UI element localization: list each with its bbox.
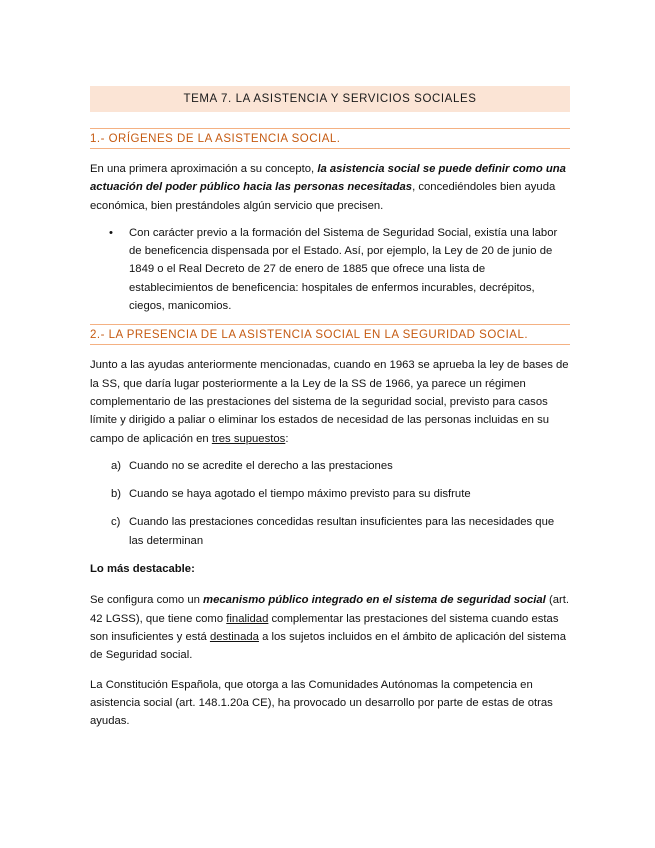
intro-text-start: En una primera aproximación a su concepto, bbox=[90, 163, 318, 175]
list-item bbox=[90, 224, 570, 315]
paragraph-text-end: : bbox=[285, 432, 289, 445]
intro-definition: la asistencia social se puede definir como una actuación del poder público hacia las personas necesitadas bbox=[90, 163, 566, 194]
paragraph-text: complementar las prestaciones del sistema cuando estas son insuficientes y está bbox=[90, 612, 559, 643]
section-1-heading: 1.- ORÍGENES DE LA ASISTENCIA SOCIAL. bbox=[90, 128, 570, 149]
section-1-intro bbox=[90, 160, 570, 215]
list-item-text: Cuando las prestaciones concedidas resultan insuficientes para las necesidades que las determinan bbox=[129, 516, 555, 547]
section-2-heading: 2.- LA PRESENCIA DE LA ASISTENCIA SOCIAL EN LA SEGURIDAD SOCIAL. bbox=[90, 324, 570, 345]
list-item bbox=[90, 485, 570, 503]
underlined-term: finalidad bbox=[226, 612, 269, 625]
section-1-bullet-list bbox=[90, 224, 570, 315]
list-marker: a) bbox=[111, 459, 122, 472]
list-item bbox=[90, 457, 570, 475]
list-item-text: Cuando no se acredite el derecho a las prestaciones bbox=[129, 459, 393, 472]
document-page bbox=[90, 86, 570, 730]
section-2-lettered-list bbox=[90, 457, 570, 550]
section-2-paragraph bbox=[90, 356, 570, 447]
section-2-mechanism-paragraph bbox=[90, 591, 570, 664]
list-marker: c) bbox=[111, 516, 121, 529]
underlined-term: tres supuestos bbox=[211, 432, 286, 445]
list-marker: b) bbox=[111, 488, 122, 501]
list-item bbox=[90, 513, 570, 550]
section-2-constitution-paragraph: La Constitución Española, que otorga a las Comunidades Autónomas la competencia en asistencia social (art. 148.1.20a CE), ha provocado un desarrollo por parte de estas de otras ayudas. bbox=[90, 678, 553, 728]
paragraph-text-end: a los sujetos incluidos en el ámbito de aplicación del sistema de Seguridad social. bbox=[90, 630, 567, 662]
intro-text-end: , concediéndoles bien ayuda económica, bien prestándoles algún servicio que precisen. bbox=[90, 181, 556, 212]
paragraph-text-start: Junto a las ayudas anteriormente mencionadas, cuando en 1963 se aprueba la ley de bases de la SS, que daría lugar posteriormente a la Ley de la SS de 1966, ya parece un régimen complementario de las prestaciones del sistema de la seguridad social, previsto para casos límite y dirigido a paliar o eliminar los estados de necesidad de las personas incluidas en su campo de aplicación en bbox=[90, 359, 569, 445]
document-title: TEMA 7. LA ASISTENCIA Y SERVICIOS SOCIALES bbox=[90, 86, 570, 112]
paragraph-text: (art. 42 LGSS), que tiene como bbox=[90, 594, 570, 625]
mechanism-term: mecanismo público integrado en el sistema de seguridad social bbox=[203, 594, 546, 607]
underlined-term: destinada bbox=[209, 630, 259, 643]
bullet-dot-icon: • bbox=[109, 226, 113, 239]
list-item-text: Cuando se haya agotado el tiempo máximo previsto para su disfrute bbox=[129, 488, 471, 501]
paragraph-text-start: Se configura como un bbox=[90, 594, 204, 607]
bullet-text: Con carácter previo a la formación del Sistema de Seguridad Social, existía una labor de beneficencia dispensada por el Estado. Así, por ejemplo, la Ley de 20 de junio de 1849 o el Real Decreto de 27 de enero de 1885 que ofrece una lista de establecimientos de beneficencia: hospitales de enfermos incurables, decrépitos, ciegos, manicomios. bbox=[129, 226, 558, 313]
highlight-label: Lo más destacable: bbox=[90, 563, 195, 576]
